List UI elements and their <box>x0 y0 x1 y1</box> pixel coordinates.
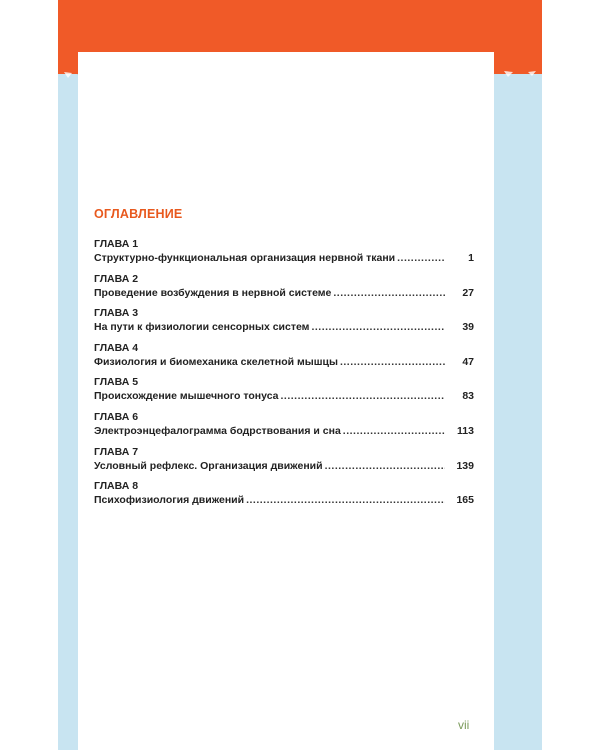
chapter-page: 39 <box>462 321 474 334</box>
chapter-page: 27 <box>462 286 474 299</box>
chapter-title: На пути к физиологии сенсорных систем <box>94 321 310 334</box>
toc-entry <box>94 273 474 308</box>
book-scan <box>58 0 542 750</box>
toc-entry <box>94 376 474 411</box>
chapter-page: 165 <box>456 494 474 507</box>
toc-entry-line <box>94 287 474 300</box>
toc-entry <box>94 342 474 377</box>
dot-leader <box>281 390 445 403</box>
chapter-label: ГЛАВА 4 <box>94 341 139 354</box>
toc-entry-line <box>94 356 474 369</box>
toc-entry-line <box>94 494 474 507</box>
chapter-title: Физиология и биомеханика скелетной мышцы <box>94 355 338 368</box>
toc-entry-line <box>94 321 474 334</box>
dot-leader <box>340 356 445 369</box>
dot-leader <box>343 425 445 438</box>
chapter-page: 113 <box>457 424 474 437</box>
chapter-label: ГЛАВА 8 <box>94 480 139 493</box>
chapter-label: ГЛАВА 2 <box>94 272 139 285</box>
toc-entry <box>94 480 474 515</box>
chapter-label: ГЛАВА 6 <box>94 410 139 423</box>
toc-entry <box>94 307 474 342</box>
chapter-label: ГЛАВА 1 <box>94 238 139 250</box>
chapter-label: ГЛАВА 5 <box>94 376 139 389</box>
chapter-title: Психофизиология движений <box>94 494 245 507</box>
page-number-folio: vii <box>458 718 470 732</box>
toc-entry <box>94 238 474 273</box>
toc-list <box>94 238 474 515</box>
chapter-label: ГЛАВА 7 <box>94 445 139 458</box>
chapter-page: 139 <box>456 459 474 472</box>
toc-entry-line <box>94 425 474 438</box>
toc-entry-line <box>94 390 474 403</box>
toc-entry <box>94 446 474 481</box>
chapter-label: ГЛАВА 3 <box>94 307 139 320</box>
toc-heading: ОГЛАВЛЕНИЕ <box>94 207 183 221</box>
toc-entry-line <box>94 252 474 265</box>
toc-entry <box>94 411 474 446</box>
chapter-page: 1 <box>468 252 474 264</box>
chapter-title: Проведение возбуждения в нервной системе <box>94 286 332 299</box>
book-page <box>78 52 494 750</box>
chapter-title: Электроэнцефалограмма бодрствования и сна <box>94 424 341 437</box>
dot-leader <box>246 494 445 507</box>
chapter-title: Условный рефлекс. Организация движений <box>94 459 323 472</box>
dot-leader <box>325 460 445 473</box>
chapter-page: 83 <box>462 390 474 403</box>
toc-entry-line <box>94 460 474 473</box>
dot-leader <box>397 252 445 265</box>
chapter-title: Структурно-функциональная организация нервной ткани <box>94 252 396 264</box>
dot-leader <box>333 287 445 300</box>
chapter-page: 47 <box>462 355 474 368</box>
chapter-title: Происхождение мышечного тонуса <box>94 390 279 403</box>
dot-leader <box>311 321 445 334</box>
